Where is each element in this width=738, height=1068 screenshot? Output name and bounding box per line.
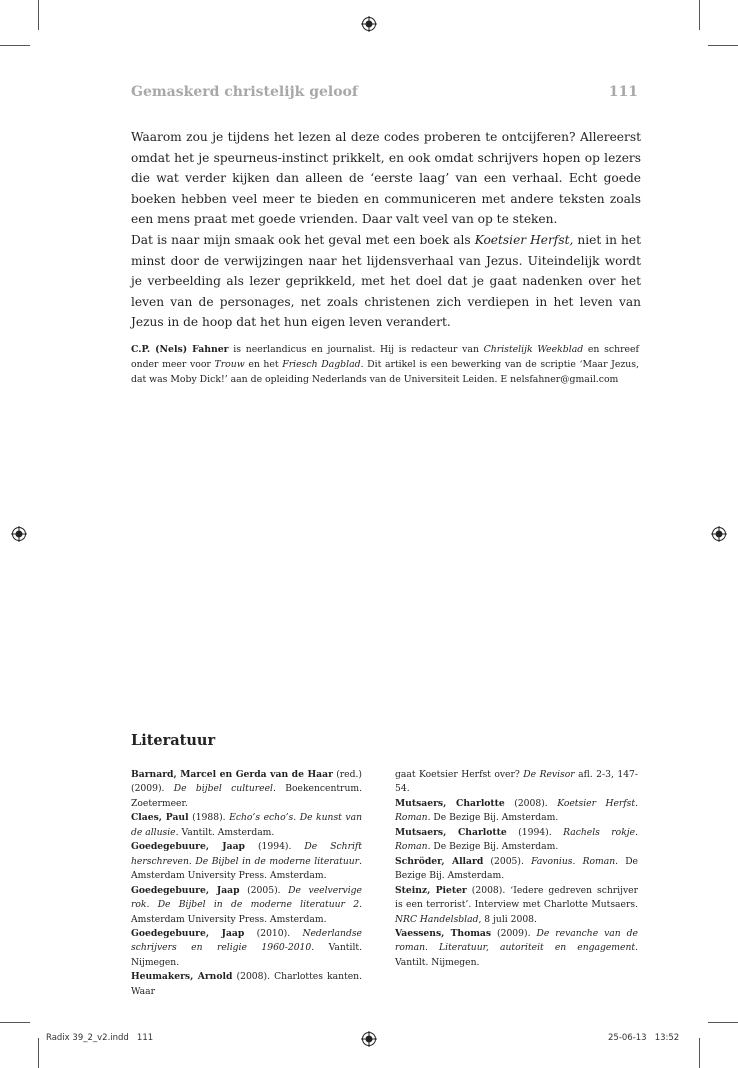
reference-entry: Steinz, Pieter (2008). ‘Iedere gedreven schrijver is een terrorist’. Interview met Charlotte Mutsaers. NRC Handelsblad, 8 juli 2008. xyxy=(395,884,638,925)
reference-entry: Mutsaers, Charlotte (2008). Koetsier Herfst. Roman. De Bezige Bij. Amsterdam. xyxy=(395,797,639,824)
reference-entry: Mutsaers, Charlotte (1994). Rachels rokje. Roman. De Bezige Bij. Amsterdam. xyxy=(395,826,638,853)
reference-entry: Goedegebuure, Jaap (2010). Nederlandse schrijvers en religie 1960-2010. Vantilt. Nijmegen. xyxy=(131,927,362,968)
reference-continuation: gaat Koetsier Herfst over? De Revisor afl. 2-3, 147-54. xyxy=(395,769,638,795)
crop-mark xyxy=(708,1022,738,1023)
crop-mark xyxy=(708,45,738,46)
reference-entry: Schröder, Allard (2005). Favonius. Roman. De Bezige Bij. Amsterdam. xyxy=(395,855,638,882)
crop-mark xyxy=(699,1038,700,1068)
references-right-column xyxy=(395,768,638,970)
registration-mark-icon xyxy=(11,526,27,542)
references-left-column xyxy=(131,768,362,999)
literature-heading: Literatuur xyxy=(131,732,216,749)
crop-mark xyxy=(38,1038,39,1068)
reference-entry: Heumakers, Arnold (2008). Charlottes kanten. Waar xyxy=(131,971,362,997)
author-name: C.P. (Nels) Fahner xyxy=(131,344,229,355)
registration-mark-icon xyxy=(711,526,727,542)
article-body xyxy=(131,127,641,333)
reference-entry: Claes, Paul (1988). Echo’s echo’s. De kunst van de allusie. Vantilt. Amsterdam. xyxy=(131,812,362,838)
crop-mark xyxy=(38,0,39,30)
running-header-title: Gemaskerd christelijk geloof xyxy=(131,84,358,100)
reference-entry: Goedegebuure, Jaap (2005). De veelvervige rok. De Bijbel in de moderne literatuur 2. Amsterdam University Press. Amsterdam. xyxy=(131,884,362,925)
crop-mark xyxy=(699,0,700,30)
footer-date-info: 25-06-13 13:52 xyxy=(608,1033,680,1043)
reference-entry: Goedegebuure, Jaap (1994). De Schrift herschreven. De Bijbel in de moderne literatuur. Amsterdam University Press. Amsterdam. xyxy=(131,841,362,882)
paragraph: Dat is naar mijn smaak ook het geval met een boek als Koetsier Herfst, niet in het minst door de verwijzingen naar het lijdensverhaal van Jezus. Uiteindelijk wordt je verbeelding als lezer geprikkeld, met het doel dat je gaat nadenken over het leven van de personages, net zoals christenen zich verdiepen in het leven van Jezus in de hoop dat het hun eigen leven verandert. xyxy=(131,232,642,330)
page-number: 111 xyxy=(608,84,638,100)
author-bio: C.P. (Nels) Fahner is neerlandicus en journalist. Hij is redacteur van Christelijk Weekblad en schreef onder meer voor Trouw en het Friesch Dagblad. Dit artikel is een bewerking van de scriptie ‘Maar Jezus, dat was Moby Dick!’ aan de opleiding Nederlands van de Universiteit Leiden. E nelsfahner@gmail.com xyxy=(131,344,639,386)
registration-mark-icon xyxy=(361,1031,377,1047)
reference-entry: Vaessens, Thomas (2009). De revanche van de roman. Literatuur, autoriteit en engagement. Vantilt. Nijmegen. xyxy=(395,927,638,968)
paragraph: Waarom zou je tijdens het lezen al deze codes proberen te ontcijferen? Allereerst omdat het je speurneus-instinct prikkelt, en ook omdat schrijvers hopen op lezers die wat verder kijken dan alleen de ‘eerste laag’ van een verhaal. Echt goede boeken hebben veel meer te bieden en communiceren met andere teksten zoals een mens praat met goede vrienden. Daar valt veel van op te steken. xyxy=(131,130,641,227)
crop-mark xyxy=(0,1022,30,1023)
footer-file-info: Radix 39_2_v2.indd 111 xyxy=(46,1033,154,1043)
crop-mark xyxy=(0,45,30,46)
reference-entry: Barnard, Marcel en Gerda van de Haar (red.) (2009). De bijbel cultureel. Boekencentrum. Zoetermeer. xyxy=(131,769,362,809)
registration-mark-icon xyxy=(361,16,377,32)
